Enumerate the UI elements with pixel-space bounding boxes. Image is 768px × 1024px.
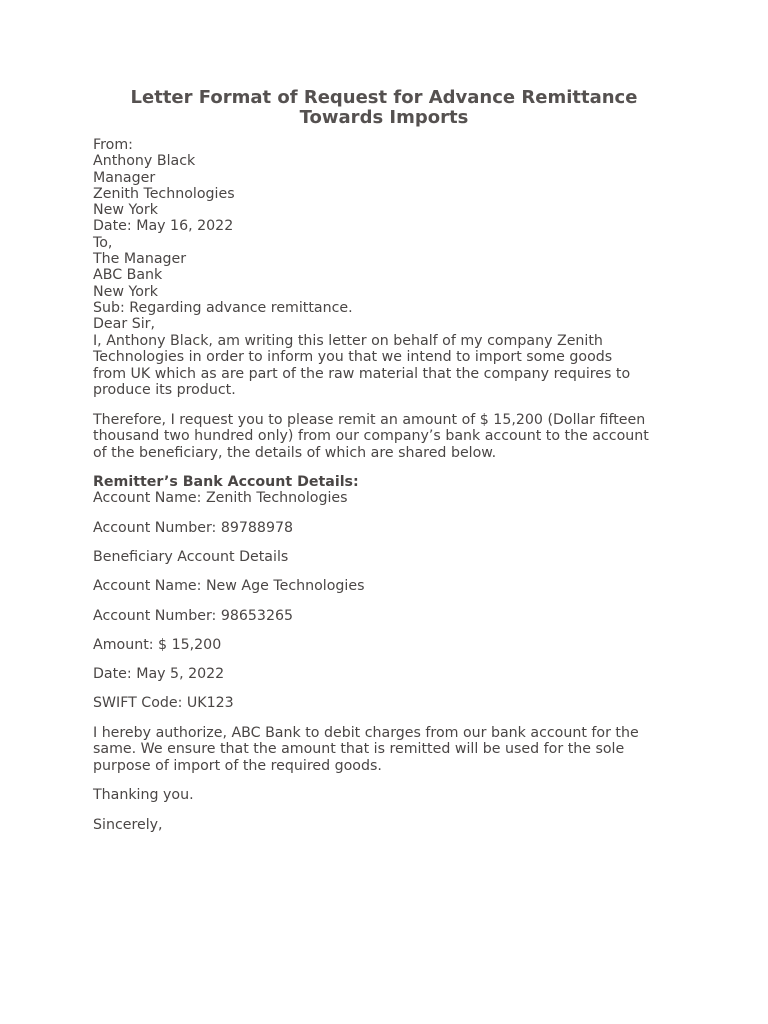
recipient-bank: ABC Bank — [93, 267, 163, 284]
title-line-2: Towards Imports — [299, 107, 469, 128]
authorize-paragraph — [93, 725, 675, 775]
intro-line: from UK which as are part of the raw material that the company requires to — [93, 365, 631, 382]
letter-title — [93, 87, 675, 128]
title-line-1: Letter Format of Request for Advance Remittance — [130, 87, 638, 108]
letter-header-block — [93, 137, 675, 333]
subject-line: Sub: Regarding advance remittance. — [93, 299, 353, 316]
request-line: thousand two hundred only) from our company’s bank account to the account — [93, 428, 649, 445]
salutation: Dear Sir, — [93, 316, 155, 333]
letter-date: Date: May 16, 2022 — [93, 218, 234, 235]
transfer-date-line: Date: May 5, 2022 — [93, 666, 225, 683]
intro-paragraph — [93, 333, 675, 399]
remitter-account-name: Account Name: Zenith Technologies — [93, 490, 348, 507]
to-label: To, — [93, 234, 113, 251]
amount-line: Amount: $ 15,200 — [93, 636, 222, 653]
remitter-heading: Remitter’s Bank Account Details: — [93, 474, 359, 491]
beneficiary-account-name: Account Name: New Age Technologies — [93, 578, 365, 595]
request-paragraph — [93, 412, 675, 462]
sender-company: Zenith Technologies — [93, 185, 235, 202]
from-label: From: — [93, 137, 133, 153]
sender-title: Manager — [93, 169, 156, 186]
recipient-title: The Manager — [93, 251, 187, 268]
thanks-line: Thanking you. — [93, 787, 194, 804]
authorize-line: purpose of import of the required goods. — [93, 757, 382, 774]
request-line: Therefore, I request you to please remit an amount of $ 15,200 (Dollar fifteen — [93, 411, 646, 428]
authorize-line: same. We ensure that the amount that is remitted will be used for the sole — [93, 741, 625, 758]
closing-line: Sincerely, — [93, 816, 163, 833]
sender-name: Anthony Black — [93, 153, 196, 170]
remitter-account-number: Account Number: 89788978 — [93, 519, 294, 536]
sender-city: New York — [93, 202, 158, 219]
request-line: of the beneficiary, the details of which are shared below. — [93, 444, 497, 461]
recipient-city: New York — [93, 283, 158, 300]
intro-line: I, Anthony Black, am writing this letter on behalf of my company Zenith — [93, 332, 603, 349]
authorize-line: I hereby authorize, ABC Bank to debit charges from our bank account for the — [93, 724, 639, 741]
beneficiary-account-number: Account Number: 98653265 — [93, 607, 294, 624]
intro-line: Technologies in order to inform you that we intend to import some goods — [93, 349, 613, 366]
swift-code-line: SWIFT Code: UK123 — [93, 695, 234, 712]
intro-line: produce its product. — [93, 382, 236, 399]
beneficiary-heading: Beneficiary Account Details — [93, 548, 289, 565]
